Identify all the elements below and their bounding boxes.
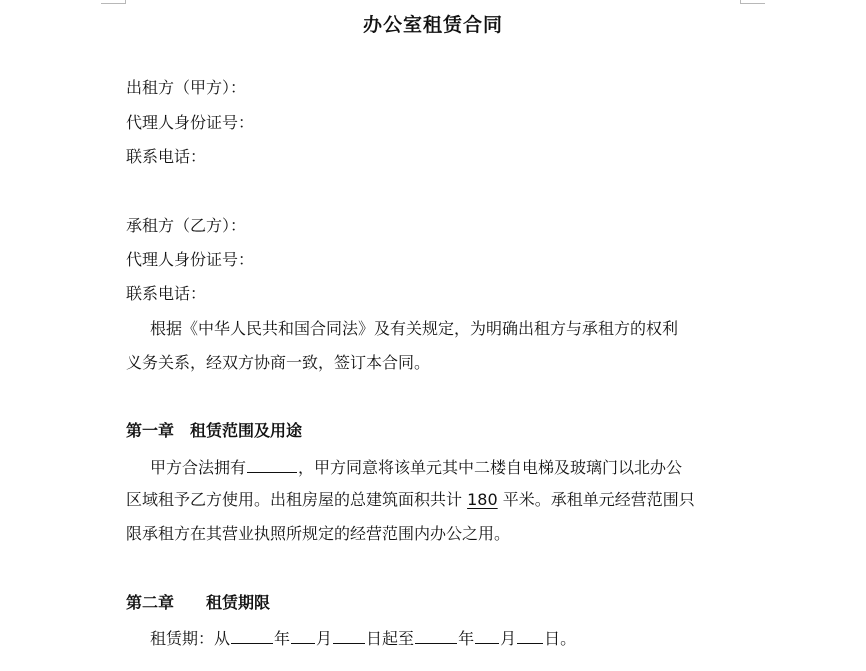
- start-year-label: 年: [274, 629, 291, 648]
- chapter-1-line-1-start: 甲方合法拥有: [150, 458, 247, 477]
- start-day-label: 日起至: [366, 629, 415, 648]
- preamble-line-1: 根据《中华人民共和国合同法》及有关规定，为明确出租方与承租方的权利: [150, 319, 679, 338]
- start-month-blank: [291, 626, 315, 644]
- chapter-2-heading: 第二章 租赁期限: [126, 593, 271, 612]
- lessor-agent-id-label: 代理人身份证号：: [126, 113, 255, 132]
- page-corner-mark-right: [740, 0, 765, 4]
- lease-term-label: 租赁期：从: [150, 629, 231, 648]
- end-day-label: 日。: [544, 629, 577, 648]
- chapter-1-line-3: 限承租方在其营业执照所规定的经营范围内办公之用。: [126, 524, 511, 543]
- start-day-blank: [333, 626, 365, 644]
- chapter-1-line-1: [150, 455, 682, 479]
- lessor-label: 出租方（甲方）：: [126, 78, 247, 97]
- area-value: 180: [467, 490, 498, 509]
- property-blank: [247, 455, 297, 473]
- end-month-label: 月: [500, 629, 517, 648]
- chapter-1-line-2-end: 平米。承租单元经营范围只: [502, 490, 695, 509]
- start-month-label: 月: [316, 629, 333, 648]
- chapter-1-line-2: [126, 489, 695, 511]
- end-day-blank: [517, 626, 543, 644]
- chapter-1-heading: 第一章 租赁范围及用途: [126, 421, 303, 440]
- lessee-phone-label: 联系电话：: [126, 284, 207, 303]
- lease-term-line: [150, 626, 576, 650]
- end-year-label: 年: [458, 629, 475, 648]
- chapter-1-line-2-start: 区域租予乙方使用。出租房屋的总建筑面积共计: [126, 490, 463, 509]
- page-corner-mark-left: [101, 0, 126, 4]
- lessee-label: 承租方（乙方）：: [126, 216, 247, 235]
- end-month-blank: [475, 626, 499, 644]
- start-year-blank: [231, 626, 273, 644]
- preamble-line-2: 义务关系，经双方协商一致，签订本合同。: [126, 353, 431, 372]
- end-year-blank: [415, 626, 457, 644]
- chapter-1-line-1-end: ，甲方同意将该单元其中二楼自电梯及玻璃门以北办公: [298, 458, 683, 477]
- lessor-phone-label: 联系电话：: [126, 147, 207, 166]
- document-title: 办公室租赁合同: [362, 14, 503, 36]
- lessee-agent-id-label: 代理人身份证号：: [126, 250, 255, 269]
